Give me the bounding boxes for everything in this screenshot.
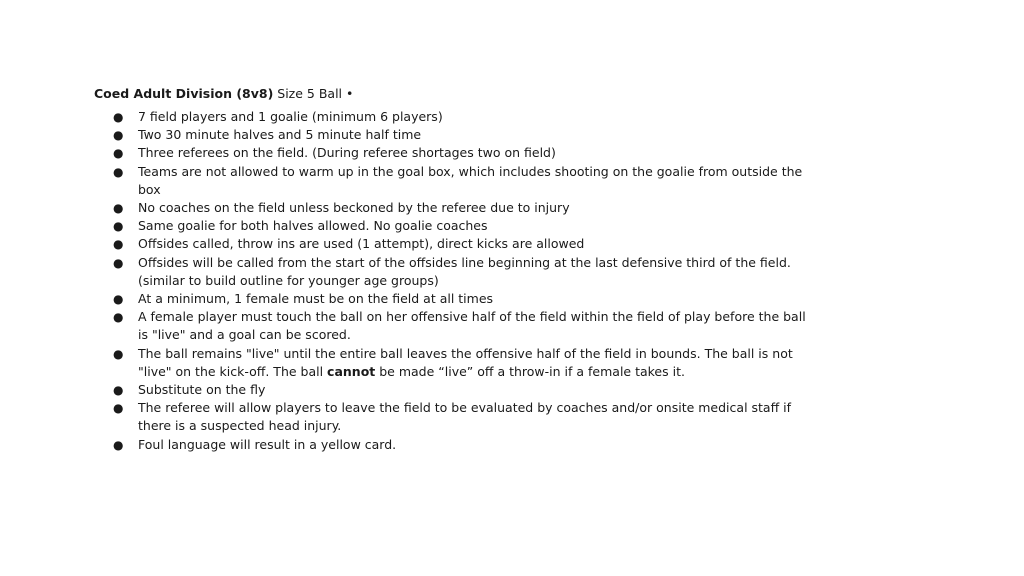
rule-text: Same goalie for both halves allowed. No goalie coaches: [138, 218, 488, 234]
rule-item: [94, 436, 814, 454]
bullet-icon: ●: [113, 110, 124, 124]
rule-text: A female player must touch the ball on her offensive half of the field within the field of play before the ball is "live" and a goal can be scored.: [138, 309, 806, 343]
rule-text: Substitute on the fly: [138, 382, 266, 398]
rule-text: At a minimum, 1 female must be on the field at all times: [138, 291, 494, 307]
rule-item: [94, 399, 814, 435]
rule-text-before: The ball remains "live" until the entire ball leaves the offensive half of the field in bounds. The ball is not "live" on the kick-off. The ball: [138, 345, 793, 379]
division-subtitle: Size 5 Ball •: [273, 86, 354, 101]
rule-text: Offsides called, throw ins are used (1 attempt), direct kicks are allowed: [138, 236, 585, 252]
rule-text: Foul language will result in a yellow card.: [138, 436, 397, 452]
rule-item: [94, 235, 814, 253]
rule-item: [94, 381, 814, 399]
rule-text: Two 30 minute halves and 5 minute half time: [138, 127, 422, 143]
bullet-icon: ●: [113, 164, 124, 179]
bullet-icon: ●: [113, 292, 124, 307]
document-body: [94, 85, 814, 454]
bullet-icon: ●: [113, 255, 124, 270]
division-heading: [94, 85, 814, 103]
bullet-icon: ●: [113, 146, 124, 161]
rule-item: [94, 108, 814, 126]
rule-item: [94, 199, 814, 217]
rule-item: [94, 126, 814, 144]
rule-text: 7 field players and 1 goalie (minimum 6 players): [138, 109, 443, 124]
rule-text: Teams are not allowed to warm up in the goal box, which includes shooting on the goalie from outside the box: [138, 163, 803, 197]
rules-list: [94, 108, 814, 454]
rule-item: [94, 217, 814, 235]
bullet-icon: ●: [113, 201, 124, 216]
rule-item: [94, 144, 814, 162]
bullet-icon: ●: [113, 437, 124, 452]
bullet-icon: ●: [113, 237, 124, 252]
bullet-icon: ●: [113, 128, 124, 143]
rule-item: [94, 345, 814, 381]
rule-item: [94, 308, 814, 344]
rule-text-after: be made “live” off a throw-in if a female takes it.: [375, 363, 685, 379]
bullet-icon: ●: [113, 346, 124, 361]
rule-text: Offsides will be called from the start of the offsides line beginning at the last defensive third of the field. (similar to build outline for younger age groups): [138, 254, 791, 288]
bullet-icon: ●: [113, 401, 124, 416]
rule-item: [94, 163, 814, 199]
rule-text: No coaches on the field unless beckoned by the referee due to injury: [138, 200, 570, 216]
bullet-icon: ●: [113, 383, 124, 398]
rule-text-emphasis: cannot: [327, 363, 376, 379]
rule-item: [94, 290, 814, 308]
rule-text: The referee will allow players to leave the field to be evaluated by coaches and/or onsite medical staff if there is a suspected head injury.: [138, 400, 792, 434]
rule-item: [94, 254, 814, 290]
rule-text: Three referees on the field. (During referee shortages two on field): [138, 145, 556, 161]
bullet-icon: ●: [113, 310, 124, 325]
bullet-icon: ●: [113, 219, 124, 234]
division-title: Coed Adult Division (8v8): [94, 86, 274, 101]
